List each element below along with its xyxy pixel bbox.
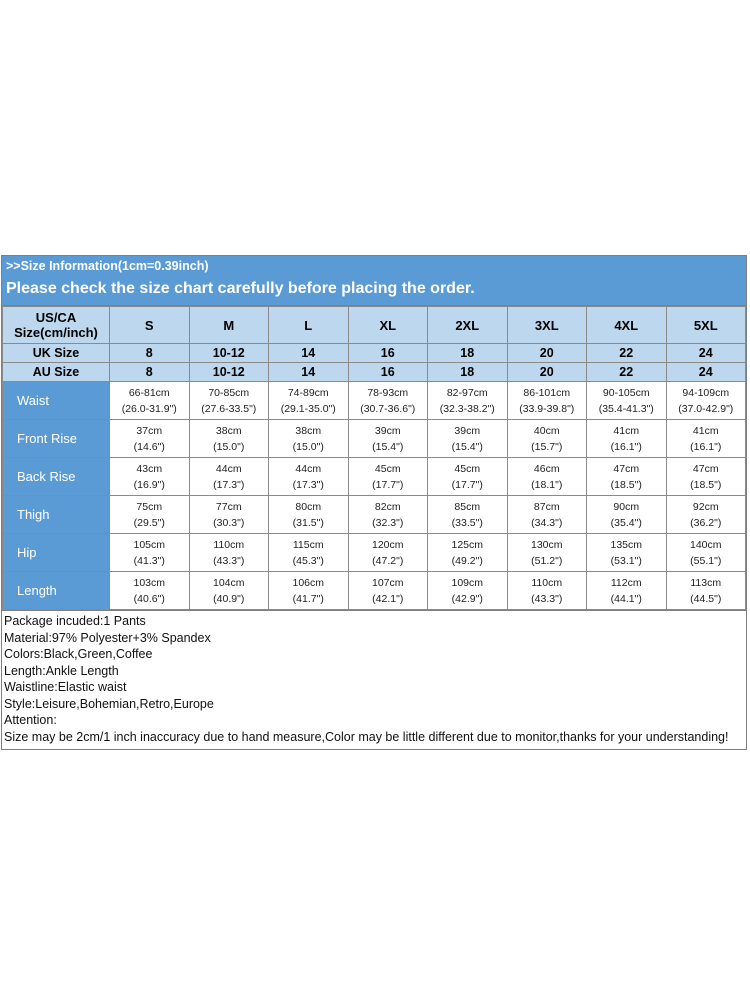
measurement-cell [189, 534, 269, 572]
inch-value: (17.3") [213, 478, 245, 491]
uk-size-value: 14 [269, 344, 349, 363]
size-label: M [189, 307, 269, 344]
inch-value: (37.0-42.9") [678, 402, 734, 415]
cm-value: 66-81cm [128, 386, 170, 399]
measurement-cell [110, 420, 190, 458]
cm-value: 82-97cm [446, 386, 488, 399]
cm-value: 90-105cm [602, 386, 650, 399]
measurement-cell [587, 534, 667, 572]
uk-size-value: 22 [587, 344, 667, 363]
measurement-cell [110, 496, 190, 534]
measurement-cell [348, 534, 428, 572]
size-label: 4XL [587, 307, 667, 344]
inch-value: (51.2") [531, 554, 563, 567]
cm-value: 40cm [533, 424, 560, 437]
measurement-cell [587, 572, 667, 610]
measurement-cell [666, 382, 746, 420]
au-size-value: 22 [587, 363, 667, 382]
measurement-cell [110, 382, 190, 420]
cm-value: 92cm [692, 500, 719, 513]
note-line: Style:Leisure,Bohemian,Retro,Europe [4, 696, 214, 711]
cm-value: 44cm [215, 462, 242, 475]
us-size-row [3, 307, 746, 344]
size-info-title: >>Size Information(1cm=0.39inch) [6, 259, 209, 273]
measurement-label: Hip [3, 534, 110, 572]
inch-value: (45.3") [292, 554, 324, 567]
inch-value: (33.5") [451, 516, 483, 529]
cm-value: 135cm [610, 538, 642, 551]
cm-value: 39cm [374, 424, 401, 437]
cm-value: 113cm [690, 576, 722, 589]
measurement-cell [189, 496, 269, 534]
cm-value: 80cm [295, 500, 322, 513]
size-label: 5XL [666, 307, 746, 344]
measurement-cell [428, 496, 508, 534]
uk-size-value: 8 [110, 344, 190, 363]
inch-value: (33.9-39.8") [519, 402, 575, 415]
measurement-cell [269, 420, 349, 458]
measurement-cell [587, 458, 667, 496]
inch-value: (15.0") [292, 440, 324, 453]
inch-value: (40.6") [133, 592, 165, 605]
measurement-cell [348, 572, 428, 610]
cm-value: 39cm [454, 424, 481, 437]
measurement-label: Waist [3, 382, 110, 420]
measurement-cell [189, 382, 269, 420]
inch-value: (55.1") [690, 554, 722, 567]
inch-value: (27.6-33.5") [201, 402, 257, 415]
measurement-label: Back Rise [3, 458, 110, 496]
inch-value: (40.9") [213, 592, 245, 605]
measurement-cell [189, 420, 269, 458]
cm-value: 37cm [136, 424, 163, 437]
note-line: Material:97% Polyester+3% Spandex [4, 630, 211, 645]
cm-value: 46cm [533, 462, 560, 475]
cm-value: 105cm [133, 538, 165, 551]
measurement-cell [507, 382, 587, 420]
au-size-value: 8 [110, 363, 190, 382]
measurement-cell [110, 534, 190, 572]
cm-value: 41cm [613, 424, 640, 437]
measurement-cell [507, 572, 587, 610]
measurement-cell [507, 496, 587, 534]
inch-value: (16.1") [610, 440, 642, 453]
cm-value: 43cm [136, 462, 163, 475]
size-label: 2XL [428, 307, 508, 344]
measurement-cell [269, 458, 349, 496]
measurement-cell [507, 534, 587, 572]
cm-value: 120cm [371, 538, 404, 551]
cm-value: 130cm [530, 538, 563, 551]
note-line: Waistline:Elastic waist [4, 680, 127, 694]
uk-size-value: 18 [428, 344, 508, 363]
cm-value: 77cm [215, 500, 242, 513]
inch-value: (44.1") [610, 592, 642, 605]
measurement-label: Front Rise [3, 420, 110, 458]
measurement-row [3, 496, 746, 534]
measurement-cell [348, 382, 428, 420]
inch-value: (35.4") [610, 516, 642, 529]
cm-value: 47cm [692, 462, 719, 475]
measurement-cell [666, 458, 746, 496]
cm-value: 94-109cm [682, 386, 730, 399]
inch-value: (18.1") [531, 478, 563, 491]
inch-value: (34.3") [531, 516, 563, 529]
cm-value: 90cm [613, 500, 640, 513]
inch-value: (18.5") [610, 478, 642, 491]
size-chart [1, 255, 747, 750]
note-line: Size may be 2cm/1 inch inaccuracy due to hand measure,Color may be little different due to monitor,thanks for your understanding! [4, 729, 729, 744]
inch-value: (32.3") [372, 516, 404, 529]
measurement-cell [507, 420, 587, 458]
cm-value: 38cm [295, 424, 322, 437]
measurement-row [3, 420, 746, 458]
cm-value: 109cm [451, 576, 483, 589]
size-label: S [110, 307, 190, 344]
inch-value: (41.7") [292, 592, 324, 605]
measurement-row [3, 382, 746, 420]
measurement-cell [110, 572, 190, 610]
measurement-cell [428, 534, 508, 572]
note-line: Attention: [4, 713, 57, 727]
product-notes [2, 610, 746, 749]
size-label: 3XL [507, 307, 587, 344]
cm-value: 87cm [533, 500, 560, 513]
cm-value: 115cm [292, 538, 324, 551]
measurement-cell [348, 458, 428, 496]
cm-value: 106cm [292, 576, 324, 589]
cm-value: 104cm [212, 576, 245, 589]
measurement-row [3, 572, 746, 610]
measurement-cell [428, 382, 508, 420]
inch-value: (43.3") [213, 554, 245, 567]
inch-value: (42.9") [451, 592, 483, 605]
cm-value: 103cm [133, 576, 165, 589]
uk-size-value: 24 [666, 344, 746, 363]
inch-value: (15.4") [372, 440, 404, 453]
au-size-value: 20 [507, 363, 587, 382]
uk-size-row [3, 344, 746, 363]
measurement-cell [269, 382, 349, 420]
cm-value: 140cm [689, 538, 722, 551]
uk-size-value: 16 [348, 344, 428, 363]
measurement-cell [428, 458, 508, 496]
inch-value: (30.3") [213, 516, 245, 529]
measurement-cell [189, 458, 269, 496]
measurement-cell [269, 572, 349, 610]
cm-value: 44cm [295, 462, 322, 475]
cm-value: 85cm [454, 500, 481, 513]
measurement-cell [507, 458, 587, 496]
au-size-row [3, 363, 746, 382]
cm-value: 78-93cm [367, 386, 409, 399]
cm-value: 110cm [213, 538, 245, 551]
inch-value: (49.2") [451, 554, 483, 567]
inch-value: (16.1") [690, 440, 722, 453]
inch-value: (18.5") [690, 478, 722, 491]
inch-value: (14.6") [133, 440, 165, 453]
inch-value: (44.5") [690, 592, 722, 605]
measurement-cell [348, 496, 428, 534]
uk-size-header: UK Size [3, 344, 110, 363]
measurement-cell [428, 420, 508, 458]
note-line: Colors:Black,Green,Coffee [4, 647, 153, 661]
measurement-cell [666, 420, 746, 458]
inch-value: (17.3") [292, 478, 324, 491]
cm-value: 110cm [531, 576, 563, 589]
note-line: Length:Ankle Length [4, 663, 119, 678]
cm-value: 70-85cm [208, 386, 250, 399]
measurement-cell [269, 534, 349, 572]
measurement-cell [587, 420, 667, 458]
inch-value: (53.1") [610, 554, 642, 567]
inch-value: (29.1-35.0") [280, 402, 336, 415]
measurement-cell [587, 496, 667, 534]
inch-value: (31.5") [292, 516, 324, 529]
inch-value: (15.4") [451, 440, 483, 453]
inch-value: (43.3") [531, 592, 563, 605]
chart-header [2, 256, 746, 306]
size-label: L [269, 307, 349, 344]
measurement-cell [110, 458, 190, 496]
cm-value: 112cm [610, 576, 642, 589]
measurement-cell [666, 534, 746, 572]
cm-value: 38cm [215, 424, 242, 437]
check-notice: Please check the size chart carefully before placing the order. [6, 280, 475, 297]
inch-value: (42.1") [372, 592, 404, 605]
au-size-value: 18 [428, 363, 508, 382]
inch-value: (32.3-38.2") [439, 402, 495, 415]
inch-value: (17.7") [372, 478, 404, 491]
inch-value: (30.7-36.6") [360, 402, 416, 415]
cm-value: 41cm [692, 424, 719, 437]
measurement-label: Thigh [3, 496, 110, 534]
cm-value: 125cm [451, 538, 483, 551]
measurement-row [3, 534, 746, 572]
inch-value: (36.2") [690, 516, 722, 529]
inch-value: (41.3") [133, 554, 165, 567]
note-line: Package incuded:1 Pants [4, 614, 146, 628]
inch-value: (26.0-31.9") [121, 402, 177, 415]
cm-value: 86-101cm [523, 386, 571, 399]
measurement-cell [189, 572, 269, 610]
cm-value: 45cm [374, 462, 401, 475]
cm-value: 75cm [136, 500, 163, 513]
cm-value: 47cm [613, 462, 640, 475]
size-table [2, 306, 746, 610]
uk-size-value: 20 [507, 344, 587, 363]
inch-value: (16.9") [133, 478, 165, 491]
au-size-header: AU Size [3, 363, 110, 382]
au-size-value: 16 [348, 363, 428, 382]
inch-value: (15.0") [213, 440, 245, 453]
au-size-value: 24 [666, 363, 746, 382]
measurement-cell [666, 572, 746, 610]
measurement-cell [428, 572, 508, 610]
cm-value: 45cm [454, 462, 481, 475]
au-size-value: 10-12 [189, 363, 269, 382]
inch-value: (15.7") [531, 440, 563, 453]
us-size-header: US/CA Size(cm/inch) [3, 307, 110, 344]
cm-value: 74-89cm [287, 386, 329, 399]
cm-value: 107cm [371, 576, 404, 589]
measurement-cell [348, 420, 428, 458]
measurement-row [3, 458, 746, 496]
size-label: XL [348, 307, 428, 344]
measurement-cell [587, 382, 667, 420]
inch-value: (17.7") [451, 478, 483, 491]
measurement-cell [269, 496, 349, 534]
measurement-cell [666, 496, 746, 534]
inch-value: (29.5") [133, 516, 165, 529]
cm-value: 82cm [374, 500, 401, 513]
au-size-value: 14 [269, 363, 349, 382]
measurement-label: Length [3, 572, 110, 610]
inch-value: (35.4-41.3") [598, 402, 654, 415]
inch-value: (47.2") [372, 554, 404, 567]
uk-size-value: 10-12 [189, 344, 269, 363]
